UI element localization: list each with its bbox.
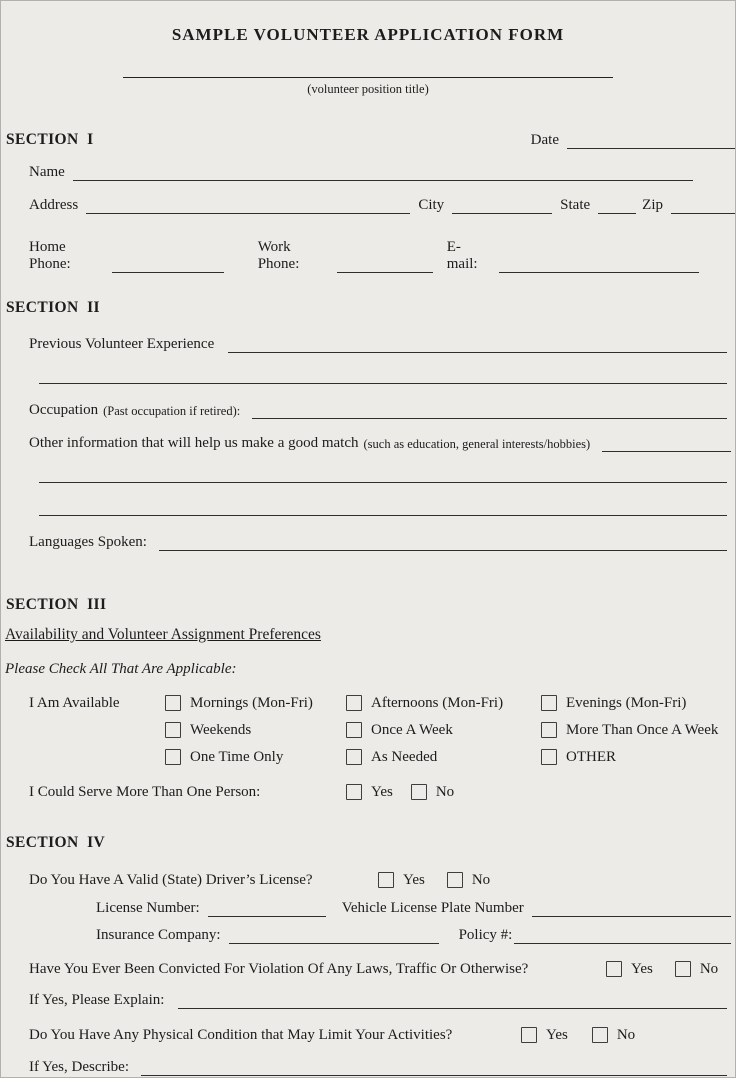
- previous-experience-row: [29, 336, 727, 353]
- city-label: City: [418, 197, 445, 213]
- languages-label: Languages Spoken:: [29, 534, 147, 550]
- checkbox-label: Evenings (Mon-Fri): [566, 695, 687, 711]
- describe-line[interactable]: [141, 1070, 727, 1076]
- email-line[interactable]: [499, 267, 699, 273]
- option-evenings: [541, 695, 735, 712]
- checkbox-license-no[interactable]: [447, 872, 463, 888]
- work-phone-line[interactable]: [337, 267, 433, 273]
- license-no-option: [447, 872, 490, 889]
- option-afternoons: [346, 695, 541, 712]
- available-label: I Am Available: [29, 695, 120, 711]
- option-more-than-once: [541, 722, 735, 739]
- checkbox-as-needed[interactable]: [346, 749, 362, 765]
- checkbox-label: More Than Once A Week: [566, 722, 719, 738]
- policy-number-line[interactable]: [514, 938, 731, 944]
- checkbox-label: Yes: [403, 872, 425, 888]
- checkbox-label: OTHER: [566, 749, 616, 765]
- insurance-row: [96, 927, 731, 944]
- serve-yes-option: [346, 784, 393, 801]
- experience-continuation-line[interactable]: [39, 378, 727, 384]
- occupation-row: [29, 402, 727, 419]
- license-number-row: [96, 900, 731, 917]
- convicted-question-row: [29, 961, 735, 978]
- explain-label: If Yes, Please Explain:: [29, 992, 165, 1008]
- other-info-continuation-line-1[interactable]: [39, 477, 727, 483]
- checkbox-evenings[interactable]: [541, 695, 557, 711]
- availability-options-row-1: [29, 695, 735, 712]
- physical-question-label: Do You Have Any Physical Condition that May Limit Your Activities?: [29, 1027, 453, 1043]
- occupation-label: Occupation: [29, 402, 99, 418]
- checkbox-serve-no[interactable]: [411, 784, 427, 800]
- option-mornings: [165, 695, 346, 712]
- checkbox-convicted-no[interactable]: [675, 961, 691, 977]
- checkbox-physical-yes[interactable]: [521, 1027, 537, 1043]
- physical-yes-option: [521, 1027, 568, 1044]
- convicted-no-option: [675, 961, 718, 978]
- other-info-row: [29, 435, 731, 452]
- section-1-heading: SECTION I: [6, 131, 94, 148]
- previous-experience-line[interactable]: [228, 347, 727, 353]
- checkbox-label: No: [616, 1027, 636, 1043]
- checkbox-label: No: [435, 784, 455, 800]
- languages-line[interactable]: [159, 545, 727, 551]
- convicted-yes-option: [606, 961, 653, 978]
- option-one-time-only: [165, 749, 346, 766]
- other-info-line[interactable]: [602, 446, 731, 452]
- other-info-continuation-line-2[interactable]: [39, 510, 727, 516]
- date-label: Date: [530, 132, 559, 148]
- languages-row: [29, 534, 727, 551]
- license-yes-option: [378, 872, 425, 889]
- availability-subheading-row: [5, 626, 321, 644]
- zip-line[interactable]: [671, 208, 735, 214]
- city-line[interactable]: [452, 208, 552, 214]
- license-number-line[interactable]: [208, 911, 326, 917]
- other-info-continuation-row-1: [39, 469, 727, 483]
- option-once-a-week: [346, 722, 541, 739]
- work-phone-label: Work Phone:: [257, 239, 300, 272]
- address-label: Address: [29, 197, 79, 213]
- availability-options-row-2: [29, 722, 735, 739]
- section-2-header-row: [6, 299, 100, 317]
- option-weekends: [165, 722, 346, 739]
- checkbox-more-than-once[interactable]: [541, 722, 557, 738]
- instruction-row: [5, 661, 236, 678]
- checkbox-mornings[interactable]: [165, 695, 181, 711]
- name-row: [29, 164, 693, 181]
- experience-continuation-row: [39, 370, 727, 384]
- checkbox-label: Mornings (Mon-Fri): [190, 695, 313, 711]
- checkbox-weekends[interactable]: [165, 722, 181, 738]
- other-info-label: Other information that will help us make a good match: [29, 435, 359, 451]
- checkbox-other[interactable]: [541, 749, 557, 765]
- home-phone-label: Home Phone:: [29, 239, 71, 272]
- serve-more-than-one-row: [29, 784, 735, 801]
- date-line[interactable]: [567, 143, 735, 149]
- previous-experience-label: Previous Volunteer Experience: [29, 336, 215, 352]
- zip-label: Zip: [642, 197, 663, 213]
- describe-label: If Yes, Describe:: [29, 1059, 129, 1075]
- section-3-heading: SECTION III: [6, 596, 107, 613]
- serve-question-label: I Could Serve More Than One Person:: [29, 784, 261, 800]
- insurance-company-line[interactable]: [229, 938, 439, 944]
- convicted-question-label: Have You Ever Been Convicted For Violation Of Any Laws, Traffic Or Otherwise?: [29, 961, 529, 977]
- section-1-header-row: [6, 131, 735, 149]
- section-4-header-row: [6, 834, 105, 852]
- checkbox-label: Yes: [631, 961, 653, 977]
- address-row: [29, 197, 735, 214]
- license-number-label: License Number:: [96, 900, 200, 916]
- other-info-continuation-row-2: [39, 502, 727, 516]
- state-line[interactable]: [598, 208, 636, 214]
- position-title-line[interactable]: [123, 63, 613, 78]
- option-other: [541, 749, 735, 766]
- occupation-note: (Past occupation if retired):: [103, 404, 241, 418]
- other-info-note: (such as education, general interests/hobbies): [363, 437, 591, 451]
- form-title: SAMPLE VOLUNTEER APPLICATION FORM: [171, 25, 565, 44]
- option-as-needed: [346, 749, 541, 766]
- checkbox-once-a-week[interactable]: [346, 722, 362, 738]
- checkbox-label: One Time Only: [190, 749, 284, 765]
- physical-condition-row: [29, 1027, 735, 1044]
- availability-options-row-3: [29, 749, 735, 766]
- address-line[interactable]: [86, 208, 410, 214]
- section-4-heading: SECTION IV: [6, 834, 106, 851]
- name-line[interactable]: [73, 175, 693, 181]
- checkbox-one-time-only[interactable]: [165, 749, 181, 765]
- home-phone-line[interactable]: [112, 267, 224, 273]
- email-label: E-mail:: [446, 239, 478, 272]
- describe-row: [29, 1059, 727, 1076]
- name-label: Name: [29, 164, 65, 180]
- policy-number-label: Policy #:: [458, 927, 513, 943]
- license-question-label: Do You Have A Valid (State) Driver’s License?: [29, 872, 313, 888]
- checkbox-label: As Needed: [371, 749, 438, 765]
- section-2-heading: SECTION II: [6, 299, 100, 316]
- checkbox-serve-yes[interactable]: [346, 784, 362, 800]
- checkbox-physical-no[interactable]: [592, 1027, 608, 1043]
- position-title-block: [1, 63, 735, 97]
- checkbox-label: Once A Week: [371, 722, 453, 738]
- section-3-header-row: [6, 596, 106, 614]
- checkbox-label: Afternoons (Mon-Fri): [371, 695, 504, 711]
- insurance-company-label: Insurance Company:: [96, 927, 221, 943]
- plate-number-line[interactable]: [532, 911, 731, 917]
- checkbox-convicted-yes[interactable]: [606, 961, 622, 977]
- availability-subheading: Availability and Volunteer Assignment Preferences: [5, 626, 321, 643]
- checkbox-label: Yes: [546, 1027, 568, 1043]
- plate-number-label: Vehicle License Plate Number: [341, 900, 524, 916]
- position-title-caption: (volunteer position title): [307, 82, 429, 96]
- checkbox-label: No: [471, 872, 491, 888]
- explain-line[interactable]: [178, 1003, 727, 1009]
- checkbox-afternoons[interactable]: [346, 695, 362, 711]
- explain-row: [29, 992, 727, 1009]
- checkbox-license-yes[interactable]: [378, 872, 394, 888]
- physical-no-option: [592, 1027, 635, 1044]
- checkbox-label: Weekends: [190, 722, 252, 738]
- phones-row: [29, 239, 699, 273]
- checkbox-label: Yes: [371, 784, 393, 800]
- license-question-row: [29, 872, 735, 889]
- serve-no-option: [411, 784, 454, 801]
- check-instruction: Please Check All That Are Applicable:: [5, 661, 237, 677]
- occupation-line[interactable]: [252, 413, 727, 419]
- state-label: State: [560, 197, 591, 213]
- checkbox-label: No: [699, 961, 719, 977]
